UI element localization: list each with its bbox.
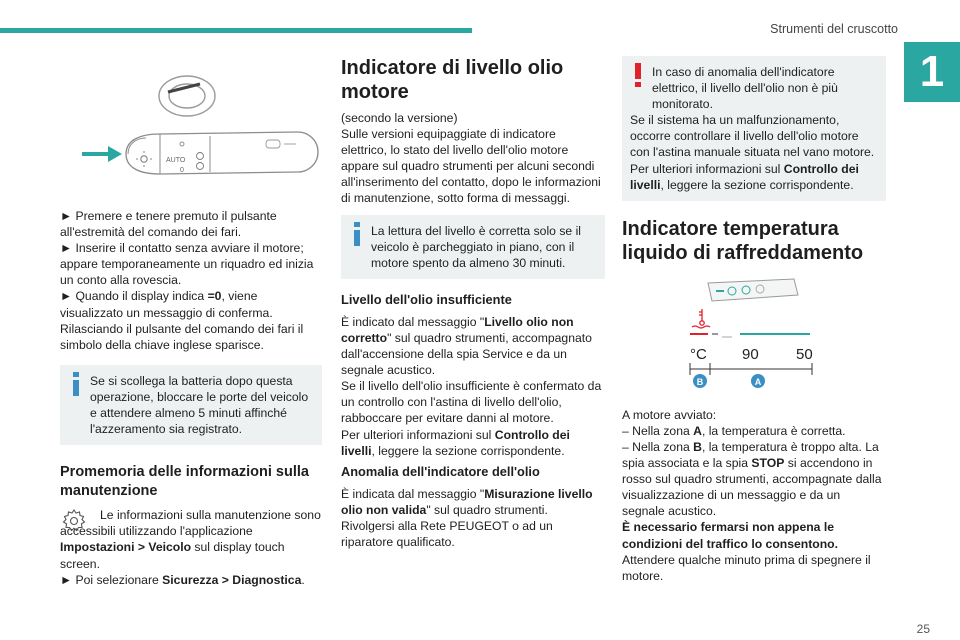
- zone-b-mid: , la temperatura è troppo alta. La spia associata e la spia: [622, 439, 879, 471]
- chapter-number-tab: 1: [904, 42, 960, 102]
- zone-a-bold: A: [693, 423, 702, 438]
- info-box-oil-reading: [341, 215, 605, 279]
- insufficient-oil-c-bold: Controllo dei livelli: [341, 427, 570, 458]
- oil-indicator-fault-heading: Anomalia dell'indicatore dell'olio: [341, 463, 540, 479]
- oil-fault-a: È indicata dal messaggio ": [341, 486, 485, 501]
- oil-fault-a-bold: Misurazione livello olio non valida: [341, 486, 593, 517]
- warning-oil-a: In caso di anomalia dell'indicatore elettrico, il livello dell'olio non è più monitorato.: [652, 65, 838, 112]
- reminder-p2-tail: .: [301, 572, 305, 587]
- warning-oil-c-bold: Controllo dei livelli: [630, 161, 859, 192]
- reminder-p1: Le informazioni sulla manutenzione sono accessibili utilizzando l'applicazione: [60, 508, 321, 539]
- info-box-battery-text: Se si scollega la batteria dopo questa operazione, bloccare le porte del veicolo e attendere almeno 5 minuti affinché l'azzeramento sia registrato.: [90, 373, 309, 437]
- coolant-gauge-diagram-icon: [622, 271, 886, 401]
- reminder-p2-bold: Sicurezza > Diagnostica: [162, 572, 302, 587]
- oil-level-heading: Indicatore di livello olio motore: [341, 57, 564, 103]
- column-2: [341, 56, 605, 550]
- column-1: [60, 60, 322, 588]
- coolant-heading: Indicatore temperatura liquido di raffreddamento: [622, 217, 864, 264]
- stalk-auto-label: AUTO: [166, 157, 186, 164]
- light-stalk-diagram-icon: [60, 60, 322, 200]
- reminder-block: [60, 507, 322, 587]
- page-number: 25: [916, 622, 930, 636]
- insufficient-oil-c: Per ulteriori informazioni sul: [341, 427, 495, 442]
- column-3: [622, 56, 886, 584]
- insufficient-oil-heading: Livello dell'olio insufficiente: [341, 291, 512, 307]
- warning-oil-c: Per ulteriori informazioni sul: [630, 161, 784, 176]
- zone-a-tail: , la temperatura è corretta.: [701, 423, 846, 438]
- insufficient-oil-a-bold: Livello olio non corretto: [341, 314, 574, 345]
- oil-level-body: Sulle versioni equipaggiate di indicatore elettrico, lo stato del livello dell'olio motore appare sul quadro strumenti per alcuni secondi all'inserimento del contatto, dopo le informazioni di manutenzione, sotto forma di messaggi.: [341, 127, 601, 206]
- info-box-oil-reading-text: La lettura del livello è corretta solo se il veicolo è parcheggiato in piano, con il motore spento da almeno 30 minuti.: [371, 223, 582, 270]
- oil-fault-a-tail: " sul quadro strumenti.: [426, 502, 548, 517]
- step-release: Rilasciando il pulsante del comando dei fari il simbolo della chiave inglese sparisce.: [60, 321, 304, 352]
- reminder-p1-bold: Impostazioni > Veicolo: [60, 540, 192, 555]
- step-display-value: =0: [207, 289, 222, 304]
- warning-icon: [630, 63, 646, 87]
- reminder-heading: Promemoria delle informazioni sulla manutenzione: [60, 464, 309, 500]
- warning-oil-c-tail: , leggere la sezione corrispondente.: [660, 177, 854, 192]
- step-display-tail: , viene visualizzato un messaggio di conferma.: [60, 289, 273, 320]
- reminder-p2: ► Poi selezionare: [60, 572, 163, 587]
- oil-fault-b: Rivolgersi alla Rete PEUGEOT o ad un riparatore qualificato.: [341, 518, 553, 549]
- page-section-title: Strumenti del cruscotto: [770, 22, 898, 36]
- step-ignition: ► Inserire il contatto senza avviare il motore; appare temporaneamente un riquadro ed inizia un conto alla rovescia.: [60, 241, 314, 288]
- insufficient-oil-c-tail: , leggere la sezione corrispondente.: [371, 443, 565, 458]
- zone-b-stop: STOP: [751, 456, 785, 471]
- info-icon: [349, 222, 365, 246]
- insufficient-oil-b: Se il livello dell'olio insufficiente è confermato da un controllo con l'astina di livello dell'olio, rabboccare per evitare danni al motore.: [341, 379, 602, 426]
- wait-note: Attendere qualche minuto prima di spegnere il motore.: [622, 552, 871, 583]
- gauge-label-90: 90: [742, 345, 759, 363]
- warning-box-oil: [622, 56, 886, 201]
- reminder-p1-tail: sul display touch screen.: [60, 540, 285, 571]
- zone-b-badge: B: [696, 376, 704, 387]
- stop-note: È necessario fermarsi non appena le condizioni del traffico lo consentono.: [622, 520, 838, 551]
- oil-level-intro: (secondo la versione): [341, 111, 458, 125]
- warning-oil-b: Se il sistema ha un malfunzionamento, occorre controllare il livello dell'olio motore con l'astina manuale situata nel vano motore.: [630, 113, 875, 160]
- info-icon: [68, 372, 84, 396]
- info-box-battery: [60, 365, 322, 445]
- zone-b-bold: B: [693, 439, 702, 454]
- settings-gear-icon: [60, 507, 88, 535]
- step-display-pre: ► Quando il display indica: [60, 289, 208, 304]
- zone-b-tail: si accendono in rosso sul quadro strumenti, accompagnate dalla visualizzazione di un messaggio e da un segnale acustico.: [622, 456, 882, 519]
- header-accent-bar: [0, 28, 472, 33]
- gauge-label-50: 50: [796, 345, 813, 363]
- insufficient-oil-a-tail: " sul quadro strumenti, accompagnato dall'accensione della spia Service e da un segnale acustico.: [341, 330, 592, 378]
- gauge-unit: °C: [690, 345, 707, 363]
- zone-a-badge: A: [754, 376, 762, 387]
- zone-a-pre: – Nella zona: [622, 423, 694, 438]
- zone-b-pre: – Nella zona: [622, 439, 694, 454]
- stalk-zero-label: 0: [180, 167, 184, 174]
- insufficient-oil-a: È indicato dal messaggio ": [341, 314, 485, 329]
- coolant-intro: A motore avviato:: [622, 407, 717, 422]
- step-press-button: ► Premere e tenere premuto il pulsante all'estremità del comando dei fari.: [60, 209, 277, 240]
